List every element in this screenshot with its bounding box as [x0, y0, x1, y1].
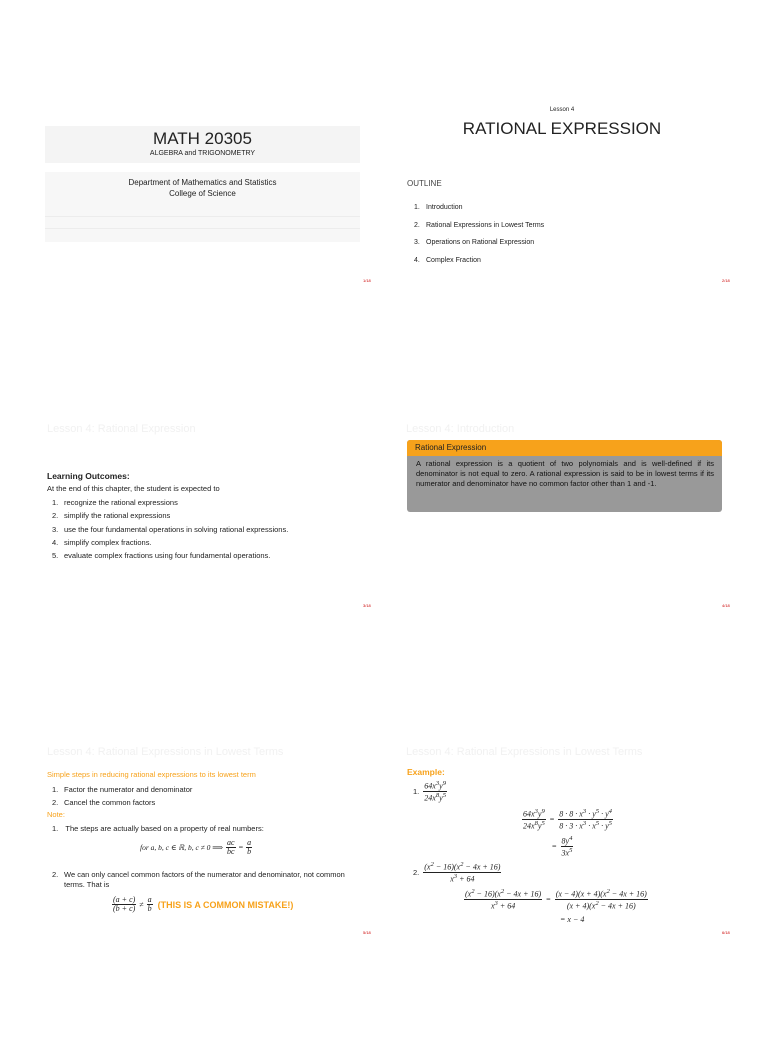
example-1-result [552, 835, 573, 858]
list-text: Factor the numerator and denominator [64, 785, 193, 794]
list-text: recognize the rational expressions [64, 498, 178, 507]
note-1-text: The steps are actually based on a property of real numbers: [65, 824, 264, 833]
outcome-item [52, 509, 372, 522]
example-2 [413, 861, 501, 884]
example-2-number: 2. [413, 868, 420, 878]
outcomes-intro: At the end of this chapter, the student is expected to [47, 484, 220, 493]
definition-box [407, 440, 722, 512]
lesson-label: Lesson 4 [549, 107, 575, 113]
list-number: 4. [414, 257, 420, 265]
list-number: 1. [52, 498, 59, 507]
list-text: Rational Expressions in Lowest Terms [426, 221, 545, 229]
definition-title: Rational Expression [407, 440, 722, 456]
list-text: simplify complex fractions. [64, 537, 152, 547]
note-label: Note: [47, 810, 65, 819]
list-text: simplify the rational expressions [64, 511, 171, 521]
list-number: 4. [52, 537, 59, 547]
equals-sign: = [238, 843, 244, 853]
fraction-ac-bc: $\frac{ac}{bc}$ [227, 838, 235, 857]
common-mistake-expression [112, 896, 293, 914]
example-2-result: = x − 4 [560, 915, 585, 924]
outcome-item [52, 496, 372, 509]
list-text: Complex Fraction [426, 257, 481, 265]
fraction: $\frac{8y^4}{3x^5}$ [561, 835, 573, 858]
property-prefix: for a, b, c ∈ ℝ, b, c ≠ 0 ⟹ [140, 843, 224, 853]
note-2-text: We can only cancel common factors of the numerator and denominator, not common terms. That is [64, 870, 345, 889]
page-number: 6/18 [722, 930, 730, 935]
list-text: evaluate complex fractions using four fundamental operations. [64, 551, 271, 561]
fraction: $\frac{(x - 4)(x + 4)(x^2 - 4x + 16)}{(x + 4)(x^2 - 4x + 16)}$ [555, 888, 647, 911]
page-number: 2/18 [722, 278, 730, 283]
fraction: $\frac{(x^2 - 16)(x^2 - 4x + 16)}{x^3 + 64}$ [465, 888, 542, 911]
note-1-number: 1. [52, 824, 59, 833]
list-number: 2. [414, 221, 420, 229]
slide-3 [45, 415, 385, 715]
example-1-expression: $\frac{64x^3y^9}{24x^8y^5}$ [424, 780, 447, 803]
fraction: $\frac{8 \cdot 8 \cdot x^3 \cdot y^5 \cdot y^4}{8 \cdot 3 \cdot x^3 \cdot x^5 \cdot y^5}$ [559, 808, 612, 831]
cancellation-property [140, 839, 252, 857]
fraction-a-plus-c: $\frac{(a + c)}{(b + c)}$ [113, 895, 136, 914]
course-subtitle: ALGEBRA and TRIGONOMETRY [149, 150, 256, 157]
example-1-work [522, 808, 613, 831]
outline-heading: OUTLINE [407, 179, 442, 188]
list-text: Operations on Rational Expression [426, 239, 535, 247]
list-text: use the four fundamental operations in solving rational expressions. [64, 524, 289, 534]
steps-heading: Simple steps in reducing rational expressions to its lowest term [47, 770, 256, 779]
equals-sign: = [549, 815, 555, 825]
outline-item [414, 234, 714, 252]
slide-1 [45, 80, 385, 380]
note-1 [52, 824, 362, 833]
example-1-number: 1. [413, 787, 420, 797]
lesson-title: RATIONAL EXPRESSION [462, 119, 662, 138]
list-number: 2. [52, 511, 59, 521]
ghost-frame-title: Lesson 4: Introduction [406, 423, 515, 435]
fraction-a-b: $\frac{a}{b}$ [247, 838, 252, 857]
page-number: 4/18 [722, 603, 730, 608]
list-number: 3. [414, 239, 420, 247]
outcomes-heading: Learning Outcomes: [47, 471, 130, 481]
ghost-frame-title: Lesson 4: Rational Expression [47, 423, 196, 435]
fraction: $\frac{64x^3y^9}{24x^8y^5}$ [523, 808, 545, 831]
equals-sign: = [546, 895, 551, 905]
step-item [52, 783, 352, 796]
definition-body: A rational expression is a quotient of two polynomials and is well-defined if its denominator is not equal to zero. A rational expression is said to be in lowest terms if its numerator and denominator have no common factor other than 1 and -1. [416, 459, 714, 489]
outcomes-list [52, 496, 372, 562]
step-item [52, 796, 352, 809]
list-number: 1. [414, 204, 420, 211]
list-number: 3. [52, 524, 59, 534]
outline-item [414, 199, 714, 217]
outline-list [414, 199, 714, 270]
department: Department of Mathematics and Statistics [128, 178, 277, 187]
list-number: 2. [52, 798, 59, 807]
divider [45, 216, 360, 217]
equals-sign: = [552, 842, 557, 852]
note-2 [52, 870, 352, 890]
fraction-a-b: $\frac{a}{b}$ [147, 895, 152, 914]
outline-item [414, 252, 714, 270]
outcome-item [52, 536, 372, 549]
list-number: 1. [52, 785, 59, 794]
list-number: 5. [52, 551, 59, 561]
outline-item [414, 217, 714, 235]
slide-5 [45, 740, 385, 1040]
example-2-work [464, 888, 648, 911]
course-title: MATH 20305 [153, 129, 252, 148]
page-number: 3/18 [363, 603, 371, 608]
title-block [45, 126, 360, 163]
example-label: Example: [407, 767, 445, 777]
ghost-frame-title: Lesson 4: Rational Expressions in Lowest Terms [47, 746, 284, 758]
outcome-item [52, 549, 372, 562]
ghost-frame-title: Lesson 4: Rational Expressions in Lowest Terms [406, 746, 643, 758]
page-number: 1/18 [363, 278, 371, 283]
example-1 [413, 780, 447, 803]
not-equal-sign: ≠ [139, 900, 144, 910]
slide-4 [402, 415, 742, 715]
list-text: Cancel the common factors [64, 798, 156, 807]
divider [45, 228, 360, 229]
steps-list [52, 783, 352, 809]
institute-block [45, 172, 360, 242]
note-2-number: 2. [52, 870, 59, 879]
mistake-warning: (THIS IS A COMMON MISTAKE!) [157, 899, 294, 910]
slide-6 [402, 740, 742, 1040]
outcome-item [52, 523, 372, 536]
list-text: Introduction [426, 204, 463, 211]
page-number: 5/18 [363, 930, 371, 935]
example-2-expression: $\frac{(x^2 - 16)(x^2 - 4x + 16)}{x^3 + 64}$ [424, 861, 501, 884]
slide-2 [402, 80, 742, 380]
college: College of Science [169, 189, 236, 198]
